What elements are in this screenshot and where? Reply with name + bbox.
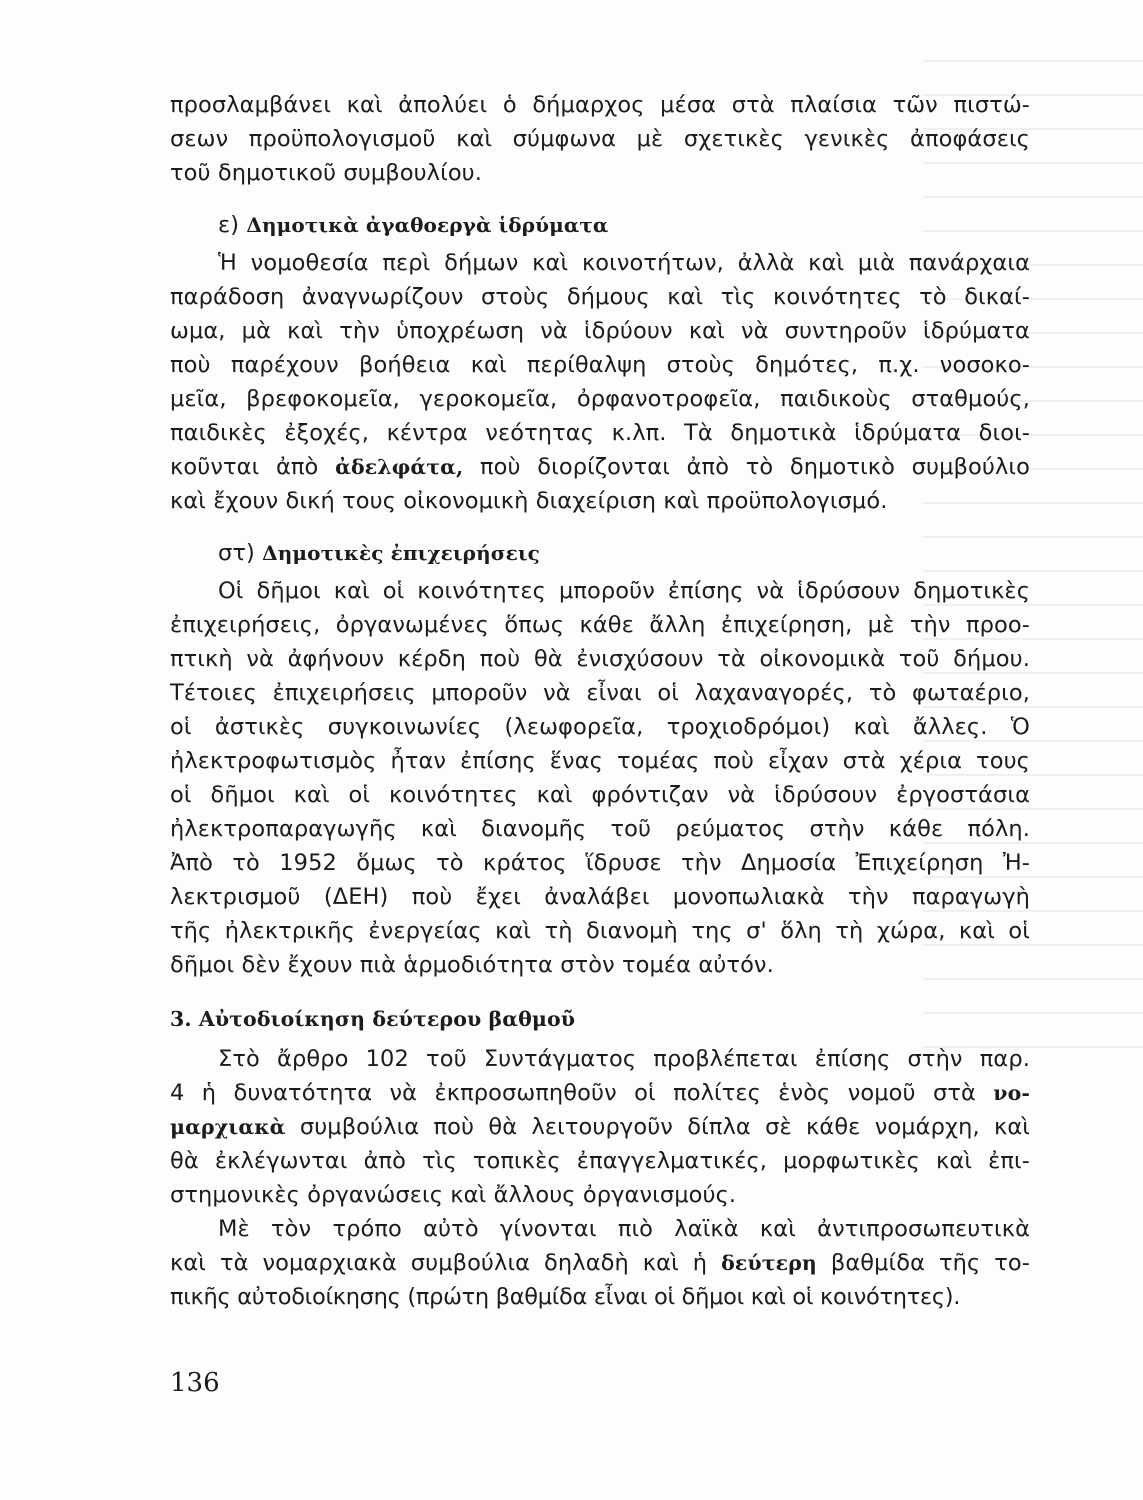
bold-term: νο- (993, 1081, 1030, 1105)
section-number: ε) (218, 212, 240, 238)
text-line: στημονικὲς ὀργανώσεις καὶ ἄλλους ὀργανισμούς. (170, 1182, 737, 1208)
section-heading-3: 3. Αὐτοδιοίκηση δεύτερου βαθμοῦ (170, 1007, 576, 1031)
text-line (170, 1246, 1030, 1280)
text-run: ποὺ διορίζονται ἀπὸ τὸ δημοτικὸ συμβούλιο (463, 454, 1030, 480)
text-line: θὰ ἐκλέγωνται ἀπὸ τὶς τοπικὲς ἐπαγγελματικές, μορφωτικὲς καὶ ἐπι- (170, 1148, 1030, 1174)
text-line: Τέτοιες ἐπιχειρήσεις μποροῦν νὰ εἶναι οἱ λαχαναγορές, τὸ φωταέριο, (170, 680, 1030, 706)
text-line: ωμα, μὰ καὶ τὴν ὑποχρέωση νὰ ἱδρύουν καὶ νὰ συντηροῦν ἱδρύματα (170, 318, 1030, 344)
text-line: οἱ ἀστικὲς συγκοινωνίες (λεωφορεῖα, τροχιοδρόμοι) καὶ ἄλλες. Ὁ (170, 714, 1030, 740)
text-line (170, 1076, 1030, 1110)
text-line: ἐπιχειρήσεις, ὀργανωμένες ὅπως κάθε ἄλλη ἐπιχείρηση, μὲ τὴν προο- (170, 612, 1030, 638)
text-run: συμβούλια ποὺ θὰ λειτουργοῦν δίπλα σὲ κάθε νομάρχη, καὶ (285, 1114, 1030, 1140)
bold-term: μαρχιακὰ (170, 1115, 286, 1139)
text-run: 4 ἡ δυνατότητα νὰ ἐκπροσωπηθοῦν οἱ πολίτες ἑνὸς νομοῦ στὰ (170, 1080, 994, 1106)
bold-term: ἀδελφάτα, (335, 455, 464, 479)
text-run: καὶ τὰ νομαρχιακὰ συμβούλια δηλαδὴ καὶ ἡ (170, 1250, 722, 1276)
text-line: προσλαμβάνει καὶ ἀπολύει ὁ δήμαρχος μέσα στὰ πλαίσια τῶν πιστώ- (170, 92, 1030, 118)
bold-term: δεύτερη (721, 1251, 817, 1275)
text-line: οἱ δῆμοι καὶ οἱ κοινότητες καὶ φρόντιζαν νὰ ἱδρύσουν ἐργοστάσια (170, 782, 1030, 808)
text-line (170, 1110, 1030, 1144)
text-line: ποὺ παρέχουν βοήθεια καὶ περίθαλψη στοὺς δημότες, π.χ. νοσοκο- (170, 352, 1030, 378)
section-number: στ) (218, 540, 255, 566)
text-line: Ἡ νομοθεσία περὶ δήμων καὶ κοινοτήτων, ἀλλὰ καὶ μιὰ πανάρχαια (218, 250, 1030, 276)
text-line: σεων προϋπολογισμοῦ καὶ σύμφωνα μὲ σχετικὲς γενικὲς ἀποφάσεις (170, 126, 1030, 152)
page-number: 136 (170, 1368, 220, 1398)
text-line: παράδοση ἀναγνωρίζουν στοὺς δήμους καὶ τὶς κοινότητες τὸ δικαί- (170, 284, 1030, 310)
text-line: Στὸ ἄρθρο 102 τοῦ Συντάγματος προβλέπεται ἐπίσης στὴν παρ. (218, 1046, 1030, 1072)
text-line: δῆμοι δὲν ἔχουν πιὰ ἁρμοδιότητα στὸν τομέα αὐτόν. (170, 952, 774, 978)
text-line: ἠλεκτροπαραγωγῆς καὶ διανομῆς τοῦ ρεύματος στὴν κάθε πόλη. (170, 816, 1030, 842)
text-line: λεκτρισμοῦ (ΔΕΗ) ποὺ ἔχει ἀναλάβει μονοπωλιακὰ τὴν παραγωγὴ (170, 884, 1030, 910)
section-heading-e (170, 208, 1030, 242)
section-title: Δημοτικὲς ἐπιχειρήσεις (262, 541, 540, 565)
text-line: τῆς ἠλεκτρικῆς ἐνεργείας καὶ τὴ διανομὴ της σ' ὅλη τὴ χώρα, καὶ οἱ (170, 918, 1030, 944)
text-line: τοῦ δημοτικοῦ συμβουλίου. (170, 160, 483, 186)
text-line: Μὲ τὸν τρόπο αὐτὸ γίνονται πιὸ λαϊκὰ καὶ ἀντιπροσωπευτικὰ (218, 1216, 1030, 1242)
section-title: Δημοτικὰ ἀγαθοεργὰ ἱδρύματα (246, 213, 609, 237)
page-body (170, 88, 1030, 1314)
text-line (170, 450, 1030, 484)
text-line: Οἱ δῆμοι καὶ οἱ κοινότητες μποροῦν ἐπίσης νὰ ἱδρύσουν δημοτικὲς (218, 578, 1030, 604)
text-run: κοῦνται ἀπὸ (170, 454, 336, 480)
text-run: βαθμίδα τῆς το- (816, 1250, 1030, 1276)
section-heading-st (170, 536, 1030, 570)
text-line: πικῆς αὐτοδιοίκησης (πρώτη βαθμίδα εἶναι οἱ δῆμοι καὶ οἱ κοινότητες). (170, 1284, 961, 1310)
text-line: μεῖα, βρεφοκομεῖα, γεροκομεῖα, ὀρφανοτροφεῖα, παιδικοὺς σταθμούς, (170, 386, 1030, 412)
text-line: ἠλεκτροφωτισμὸς ἦταν ἐπίσης ἕνας τομέας ποὺ εἶχαν στὰ χέρια τους (170, 748, 1030, 774)
text-line: Ἀπὸ τὸ 1952 ὅμως τὸ κράτος ἵδρυσε τὴν Δημοσία Ἐπιχείρηση Ἠ- (170, 850, 1030, 876)
text-line: παιδικὲς ἐξοχές, κέντρα νεότητας κ.λπ. Τὰ δημοτικὰ ἱδρύματα διοι- (170, 420, 1030, 446)
text-line: πτικὴ νὰ ἀφήνουν κέρδη ποὺ θὰ ἐνισχύσουν τὰ οἰκονομικὰ τοῦ δήμου. (170, 646, 1030, 672)
text-line: καὶ ἔχουν δική τους οἰκονομικὴ διαχείριση καὶ προϋπολογισμό. (170, 488, 888, 514)
